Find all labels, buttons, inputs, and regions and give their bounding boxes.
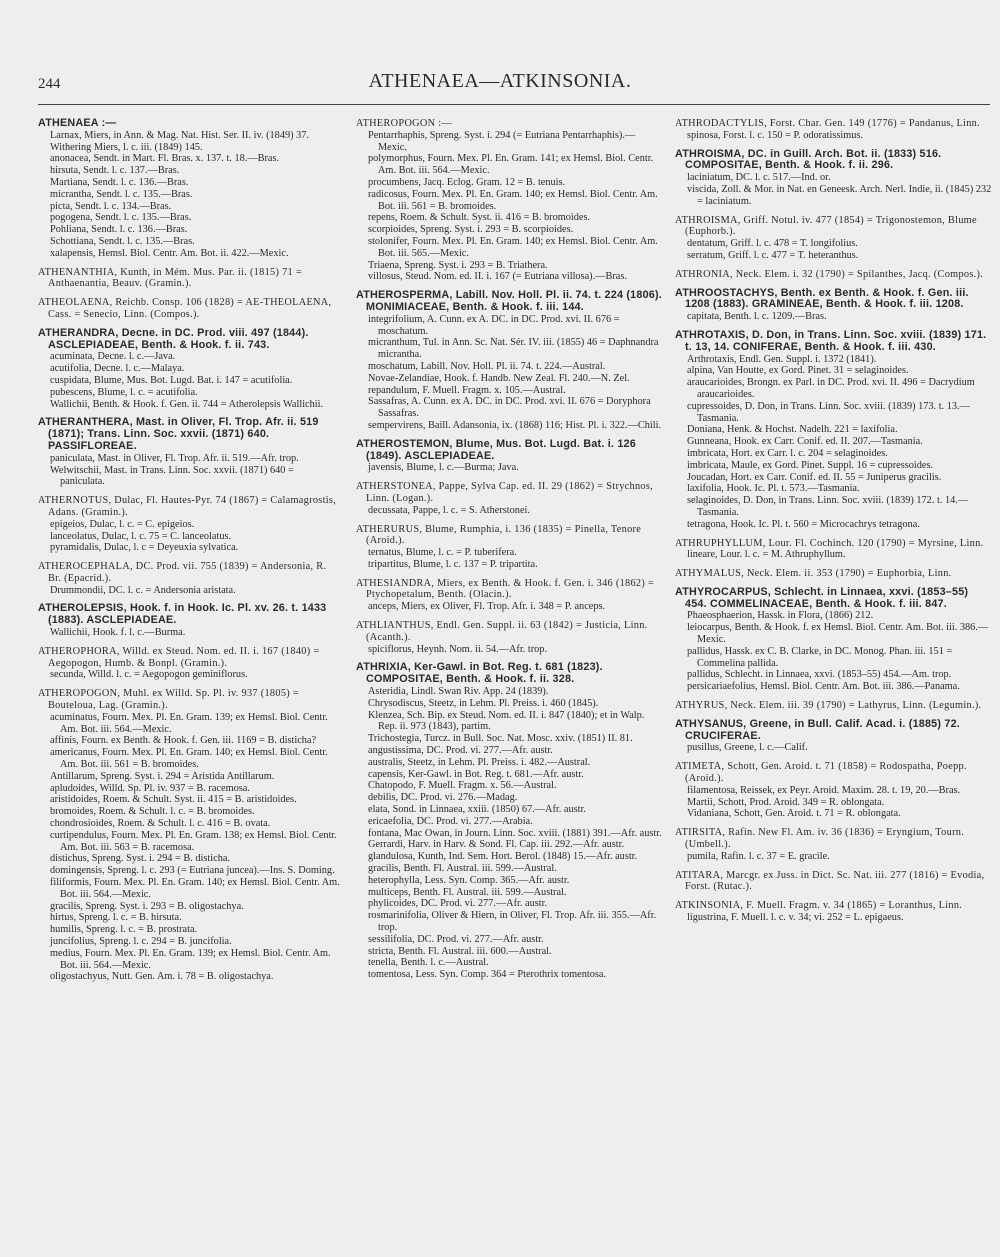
entry-species-line: glandulosa, Kunth, Ind. Sem. Hort. Berol. (1848) 15.—Afr. austr.: [368, 851, 638, 863]
dictionary-entry: [675, 761, 993, 820]
entry-species-line: heterophylla, Less. Syn. Comp. 365.—Afr. austr.: [368, 874, 570, 886]
dictionary-entry: [38, 603, 341, 638]
entry-species-line: repens, Roem. & Schult. Syst. ii. 416 = B. bromoides.: [368, 212, 591, 224]
entry-headword: ATHEROSTEMON, Blume, Mus. Bot. Lugd. Bat. i. 126 (1849). ASCLEPIADEAE.: [356, 437, 636, 462]
entry-species-line: stricta, Benth. Fl. Austral. iii. 600.—Austral.: [368, 945, 552, 957]
dictionary-entry: [38, 561, 341, 596]
dictionary-entry: [675, 118, 993, 142]
entry-species-line: Sassafras, A. Cunn. ex A. DC. in DC. Prod. xvi. II. 676 = Doryphora Sassafras.: [368, 396, 651, 420]
dictionary-entry: [675, 587, 993, 693]
entry-species-line: Withering Miers, l. c. iii. (1849) 145.: [50, 141, 203, 153]
entry-headword: ATHRIXIA, Ker-Gawl. in Bot. Reg. t. 681 (1823). COMPOSITAE, Benth. & Hook. f. ii. 328.: [356, 661, 603, 686]
entry-headword: ATHRONIA, Neck. Elem. i. 32 (1790) = Spilanthes, Jacq. (Compos.).: [675, 268, 984, 280]
entry-species-line: decussata, Pappe, l. c. = S. Atherstonei.: [368, 504, 530, 516]
entry-species-line: lanceolatus, Dulac, l. c. 75 = C. lanceolatus.: [50, 530, 232, 542]
entry-species-line: lineare, Lour. l. c. = M. Athruphyllum.: [687, 549, 846, 561]
entry-species-line: Wallichii, Hook. f. l. c.—Burma.: [50, 627, 186, 639]
entry-species-line: polymorphus, Fourn. Mex. Pl. En. Gram. 141; ex Hemsl. Biol. Centr. Am. Bot. iii. 564.—Mexic.: [368, 153, 654, 177]
entry-headword: ATIMETA, Schott, Gen. Aroid. t. 71 (1858) = Rodospatha, Poepp. (Aroid.).: [675, 761, 967, 785]
entry-species-line: australis, Steetz, in Lehm. Pl. Preiss. i. 482.—Austral.: [368, 756, 591, 768]
entry-species-line: sempervirens, Baill. Adansonia, ix. (1868) 116; Hist. Pl. i. 322.—Chili.: [368, 419, 662, 431]
dictionary-entry: [356, 439, 664, 474]
dictionary-entry: [675, 215, 993, 262]
entry-species-line: sessilifolia, DC. Prod. vi. 277.—Afr. austr.: [368, 933, 544, 945]
entry-species-line: pogogena, Sendt. l. c. 135.—Bras.: [50, 212, 192, 224]
running-head: ATHENAEA—ATKINSONIA.: [368, 70, 632, 92]
entry-species-line: angustissima, DC. Prod. vi. 277.—Afr. austr.: [368, 745, 553, 757]
entry-species-line: gracilis, Benth. Fl. Austral. iii. 599.—Austral.: [368, 863, 557, 875]
entry-headword: ATHROISMA, Griff. Notul. iv. 477 (1854) = Trigonostemon, Blume (Euphorb.).: [675, 214, 977, 238]
entry-species-line: xalapensis, Hemsl. Biol. Centr. Am. Bot. ii. 422.—Mexic.: [50, 247, 289, 259]
entry-species-line: Wallichii, Benth. & Hook. f. Gen. ii. 744 = Atherolepsis Wallichii.: [50, 398, 324, 410]
entry-species-line: ericaefolia, DC. Prod. vi. 277.—Arabia.: [368, 815, 533, 827]
entry-species-line: Pohliana, Sendt. l. c. 136.—Bras.: [50, 224, 188, 236]
entry-species-line: Chrysodiscus, Steetz, in Lehm. Pl. Preiss. i. 460 (1845).: [368, 697, 599, 709]
entry-species-line: aristidoides, Roem. & Schult. Syst. ii. 415 = B. aristidoides.: [50, 794, 297, 806]
entry-species-line: ternatus, Blume, l. c. = P. tuberifera.: [368, 547, 517, 559]
entry-species-line: Novae-Zelandiae, Hook. f. Handb. New Zeal. Fl. 240.—N. Zel.: [368, 372, 630, 384]
entry-species-line: laxifolia, Hook. Ic. Pl. t. 573.—Tasmania.: [687, 483, 860, 495]
entry-species-line: Klenzea, Sch. Bip. ex Steud. Nom. ed. II. i. 847 (1840); et in Walp. Rep. ii. 973 (1843), partim.: [368, 709, 645, 733]
dictionary-entry: [38, 646, 341, 681]
column-3: [675, 118, 993, 931]
entry-species-line: filamentosa, Reissek, ex Peyr. Aroid. Maxim. 28. t. 19, 20.—Bras.: [687, 784, 961, 796]
entry-species-line: cupressoides, D. Don, in Trans. Linn. Soc. xviii. (1839) 173. t. 13.—Tasmania.: [687, 400, 970, 424]
dictionary-entry: [675, 538, 993, 562]
entry-species-line: micrantha, Sendt. l. c. 135.—Bras.: [50, 188, 193, 200]
entry-species-line: Chatopodo, F. Muell. Fragm. x. 56.—Austral.: [368, 780, 557, 792]
entry-species-line: Larnax, Miers, in Ann. & Mag. Nat. Hist. Ser. II. iv. (1849) 37.: [50, 129, 310, 141]
entry-species-line: scorpioides, Spreng. Syst. i. 293 = B. scorpioides.: [368, 224, 574, 236]
entry-headword: ATHERNOTUS, Dulac, Fl. Hautes-Pyr. 74 (1867) = Calamagrostis, Adans. (Gramin.).: [38, 495, 337, 518]
entry-headword: ATHYROCARPUS, Schlecht. in Linnaea, xxvi. (1853–55) 454. COMMELINACEAE, Benth. & Hook. f. iii. 847.: [675, 585, 969, 610]
dictionary-entry: [38, 688, 341, 983]
entry-headword: ATHENANTHIA, Kunth, in Mém. Mus. Par. ii. (1815) 71 = Anthaenantia, Beauv. (Gramin.).: [38, 266, 302, 290]
entry-species-line: hirsuta, Sendt. l. c. 137.—Bras.: [50, 165, 180, 177]
entry-species-line: pallidus, Schlecht. in Linnaea, xxvi. (1853–55) 454.—Am. trop.: [687, 669, 952, 681]
entry-species-line: dentatum, Griff. l. c. 478 = T. longifolius.: [687, 238, 858, 250]
entry-species-line: gracilis, Spreng. Syst. i. 293 = B. oligostachya.: [50, 900, 244, 912]
entry-species-line: fontana, Mac Owan, in Journ. Linn. Soc. xviii. (1881) 391.—Afr. austr.: [368, 827, 662, 839]
entry-headword: ATHROISMA, DC. in Guill. Arch. Bot. ii. (1833) 516. COMPOSITAE, Benth. & Hook. f. ii. 296.: [675, 147, 942, 172]
entry-species-line: chondrosioides, Roem. & Schult. l. c. 416 = B. ovata.: [50, 818, 271, 830]
entry-species-line: phylicoides, DC. Prod. vi. 277.—Afr. austr.: [368, 898, 548, 910]
entry-headword: ATHESIANDRA, Miers, ex Benth. & Hook. f. Gen. i. 346 (1862) = Ptychopetalum, Benth. (Olacin.).: [356, 577, 655, 601]
dictionary-entry: [675, 149, 993, 208]
entry-species-line: acuminata, Decne. l. c.—Java.: [50, 351, 176, 363]
entry-species-line: pyramidalis, Dulac, l. c = Deyeuxia sylvatica.: [50, 542, 239, 554]
entry-species-line: cuspidata, Blume, Mus. Bot. Lugd. Bat. i. 147 = acutifolia.: [50, 374, 293, 386]
entry-headword: ATIRSITA, Rafin. New Fl. Am. iv. 36 (1836) = Eryngium, Tourn. (Umbell.).: [675, 827, 965, 851]
entry-species-line: domingensis, Spreng. l. c. 293 (= Eutriana juncea).—Ins. S. Doming.: [50, 865, 335, 877]
entry-species-line: tenella, Benth. l. c.—Austral.: [368, 957, 489, 969]
entry-species-line: Vidaniana, Schott, Gen. Aroid. t. 71 = R. oblongata.: [687, 808, 901, 820]
entry-species-line: juncifolius, Spreng. l. c. 294 = B. juncifolia.: [50, 936, 232, 947]
dictionary-entry: [356, 620, 664, 655]
entry-species-line: villosus, Steud. Nom. ed. II. i. 167 (= Eutriana villosa).—Bras.: [368, 271, 627, 283]
entry-species-line: anonacea, Sendt. in Mart. Fl. Bras. x. 137. t. 18.—Bras.: [50, 153, 280, 165]
entry-species-line: capitata, Benth. l. c. 1209.—Bras.: [687, 311, 827, 323]
entry-species-line: pusillus, Greene, l. c.—Calif.: [687, 742, 808, 754]
entry-species-line: Phaeosphaerion, Hassk. in Flora, (1866) 212.: [687, 610, 874, 622]
entry-species-line: picta, Sendt. l. c. 134.—Bras.: [50, 200, 172, 212]
entry-species-line: multiceps, Benth. Fl. Austral. iii. 599.—Austral.: [368, 886, 567, 898]
entry-species-line: acuminatus, Fourn. Mex. Pl. En. Gram. 139; ex Hemsl. Biol. Centr. Am. Bot. iii. 564.—Mexic.: [50, 711, 328, 735]
entry-species-line: medius, Fourn. Mex. Pl. En. Gram. 139; ex Hemsl. Biol. Centr. Am. Bot. iii. 564.—Mexic.: [50, 947, 331, 971]
entry-species-line: ligustrina, F. Muell. l. c. v. 34; vi. 252 = L. epigaeus.: [687, 912, 904, 924]
entry-headword: ATHEROPHORA, Willd. ex Steud. Nom. ed. II. i. 167 (1840) = Aegopogon, Humb. & Bonpl. (Gramin.).: [38, 645, 320, 669]
entry-headword: ATHEROPOGON :—: [356, 118, 453, 129]
entry-species-line: acutifolia, Decne. l. c.—Malaya.: [50, 363, 185, 375]
entry-species-line: serratum, Griff. l. c. 477 = T. heteranthus.: [687, 249, 859, 261]
entry-species-line: moschatum, Labill. Nov. Holl. Pl. ii. 74. t. 224.—Austral.: [368, 360, 606, 372]
dictionary-entry: [675, 719, 993, 754]
entry-species-line: spinosa, Forst. l. c. 150 = P. odoratissimus.: [687, 129, 864, 141]
entry-headword: ATHRUPHYLLUM, Lour. Fl. Cochinch. 120 (1790) = Myrsine, Linn.: [675, 537, 984, 549]
entry-species-line: Asteridia, Lindl. Swan Riv. App. 24 (1839).: [368, 686, 549, 698]
dictionary-entry: [356, 118, 664, 283]
entry-species-line: paniculata, Mast. in Oliver, Fl. Trop. Afr. ii. 519.—Afr. trop.: [50, 452, 299, 464]
column-2: [356, 118, 664, 988]
dictionary-entry: [38, 297, 341, 321]
entry-species-line: tripartitus, Blume, l. c. 137 = P. tripartita.: [368, 558, 538, 570]
entry-species-line: Gerrardi, Harv. in Harv. & Sond. Fl. Cap. iii. 292.—Afr. austr.: [368, 839, 625, 851]
entry-species-line: Martiana, Sendt. l. c. 136.—Bras.: [50, 176, 189, 188]
entry-species-line: Arthrotaxis, Endl. Gen. Suppl. i. 1372 (1841).: [687, 353, 877, 365]
entry-headword: ATHEOLAENA, Reichb. Consp. 106 (1828) = AE-THEOLAENA, Cass. = Senecio, Linn. (Compos.).: [38, 297, 332, 320]
entry-headword: ATHROTAXIS, D. Don, in Trans. Linn. Soc. xviii. (1839) 171. t. 13, 14. CONIFERAE, Benth. & Hook. f. iii. 430.: [675, 328, 987, 353]
entry-species-line: imbricata, Maule, ex Gord. Pinet. Suppl. 16 = cupressoides.: [687, 459, 934, 471]
entry-headword: ATHEROCEPHALA, DC. Prod. vii. 755 (1839) = Andersonia, R. Br. (Epacrid.).: [38, 561, 327, 584]
dictionary-entry: [675, 288, 993, 323]
entry-species-line: Pentarrhaphis, Spreng. Syst. i. 294 (= Eutriana Pentarrhaphis).—Mexic.: [368, 129, 636, 153]
entry-species-line: spiciflorus, Heynh. Nom. ii. 54.—Afr. trop.: [368, 643, 548, 655]
entry-species-line: araucarioides, Brongn. ex Parl. in DC. Prod. xvi. II. 496 = Dacrydium araucarioides.: [687, 377, 975, 400]
entry-species-line: affinis, Fourn. ex Benth. & Hook. f. Gen. iii. 1169 = B. disticha?: [50, 735, 317, 747]
entry-species-line: Doniana, Henk. & Hochst. Nadelh. 221 = laxifolia.: [687, 424, 898, 436]
entry-species-line: secunda, Willd. l. c. = Aegopogon geminiflorus.: [50, 669, 248, 681]
entry-species-line: elata, Sond. in Linnaea, xxiii. (1850) 67.—Afr. austr.: [368, 804, 586, 816]
dictionary-entry: [675, 900, 993, 924]
entry-headword: ATHENAEA :—: [38, 117, 117, 129]
dictionary-entry: [356, 290, 664, 432]
entry-species-line: capensis, Ker-Gawl. in Bot. Reg. t. 681.—Afr. austr.: [368, 768, 584, 780]
entry-species-line: Antillarum, Spreng. Syst. i. 294 = Aristida Antillarum.: [50, 770, 275, 782]
entry-species-line: apludoides, Willd. Sp. Pl. iv. 937 = B. racemosa.: [50, 782, 250, 794]
entry-species-line: Trichostegia, Turcz. in Bull. Soc. Nat. Mosc. xxiv. (1851) II. 81.: [368, 733, 633, 745]
entry-species-line: Joucadan, Hort. ex Carr. Conif. ed. II. 55 = Juniperus gracilis.: [687, 471, 942, 483]
entry-species-line: bromoides, Roem. & Schult. l. c. = B. bromoides.: [50, 806, 255, 818]
entry-headword: ATHEROSPERMA, Labill. Nov. Holl. Pl. ii. 74. t. 224 (1806). MONIMIACEAE, Benth. & Hook. f. iii. 144.: [356, 289, 662, 313]
entry-species-line: radicosus, Fourn. Mex. Pl. En. Gram. 140; ex Hemsl. Biol. Centr. Am. Bot. iii. 561 = B. bromoides.: [368, 188, 658, 212]
entry-species-line: laciniatum, DC. l. c. 517.—Ind. or.: [687, 172, 831, 184]
entry-headword: ATKINSONIA, F. Muell. Fragm. v. 34 (1865) = Loranthus, Linn.: [675, 900, 963, 912]
entry-headword: ATHERANTHERA, Mast. in Oliver, Fl. Trop. Afr. ii. 519 (1871); Trans. Linn. Soc. xxvii. (1871) 640. PASSIFLOREAE.: [38, 416, 319, 452]
dictionary-entry: [356, 662, 664, 981]
entry-species-line: americanus, Fourn. Mex. Pl. En. Gram. 140; ex Hemsl. Biol. Centr. Am. Bot. iii. 561 = B. bromoides.: [50, 747, 328, 771]
entry-species-line: leiocarpus, Benth. & Hook. f. ex Hemsl. Biol. Centr. Am. Bot. iii. 386.—Mexic.: [687, 622, 989, 646]
dictionary-entry: [38, 417, 341, 488]
entry-headword: ATHYMALUS, Neck. Elem. ii. 353 (1790) = Euphorbia, Linn.: [675, 568, 952, 580]
dictionary-entry: [675, 870, 993, 894]
entry-headword: ATHERSTONEA, Pappe, Sylva Cap. ed. II. 29 (1862) = Strychnos, Linn. (Logan.).: [356, 481, 654, 504]
entry-species-line: javensis, Blume, l. c.—Burma; Java.: [368, 462, 519, 474]
dictionary-entry: [675, 827, 993, 862]
entry-headword: ATHLIANTHUS, Endl. Gen. Suppl. ii. 63 (1842) = Justicia, Linn. (Acanth.).: [356, 620, 648, 643]
entry-species-line: viscida, Zoll. & Mor. in Nat. en Geneesk. Arch. Nerl. Indie, ii. (1845) 232 = laciniatum.: [687, 183, 992, 207]
entry-headword: ATHROOSTACHYS, Benth. ex Benth. & Hook. f. Gen. iii. 1208 (1883). GRAMINEAE, Benth. & Hook. f. iii. 1208.: [675, 286, 969, 311]
entry-species-line: integrifolium, A. Cunn. ex A. DC. in DC. Prod. xvi. II. 676 = moschatum.: [368, 313, 620, 337]
entry-species-line: tomentosa, Less. Syn. Comp. 364 = Pterothrix tomentosa.: [368, 969, 607, 981]
dictionary-entry: [38, 267, 341, 291]
entry-headword: ATHEROLEPSIS, Hook. f. in Hook. Ic. Pl. xv. 26. t. 1433 (1883). ASCLEPIADEAE.: [38, 602, 327, 627]
entry-species-line: repandulum, F. Muell. Fragm. x. 105.—Austral.: [368, 384, 566, 396]
entry-headword: ATHRODACTYLIS, Forst. Char. Gen. 149 (1776) = Pandanus, Linn.: [675, 118, 980, 129]
entry-species-line: humilis, Spreng. l. c. = B. prostrata.: [50, 924, 198, 936]
entry-species-line: distichus, Spreng. Syst. i. 294 = B. disticha.: [50, 853, 230, 865]
dictionary-entry: [356, 578, 664, 613]
dictionary-entry: [38, 495, 341, 554]
entry-species-line: rosmarinifolia, Oliver & Hiern, in Oliver, Fl. Trop. Afr. iii. 355.—Afr. trop.: [368, 910, 657, 933]
entry-species-line: hirtus, Spreng. l. c. = B. hirsuta.: [50, 912, 182, 924]
entry-headword: ATHYRUS, Neck. Elem. iii. 39 (1790) = Lathyrus, Linn. (Legumin.).: [675, 700, 982, 712]
entry-species-line: Gunneana, Hook. ex Carr. Conif. ed. II. 207.—Tasmania.: [687, 436, 923, 448]
entry-species-line: tetragona, Hook. Ic. Pl. t. 560 = Microcachrys tetragona.: [687, 518, 920, 530]
entry-species-line: imbricata, Hort. ex Carr. l. c. 204 = selaginoides.: [687, 447, 888, 459]
entry-species-line: Triaena, Spreng. Syst. i. 293 = B. Triathera.: [368, 259, 548, 271]
entry-headword: ATHERANDRA, Decne. in DC. Prod. viii. 497 (1844). ASCLEPIADEAE, Benth. & Hook. f. ii. 743.: [38, 326, 309, 351]
entry-species-line: debilis, DC. Prod. vi. 276.—Madag.: [368, 792, 518, 804]
dictionary-entry: [675, 568, 993, 580]
entry-species-line: stolonifer, Fourn. Mex. Pl. En. Gram. 140; ex Hemsl. Biol. Centr. Am. Bot. iii. 565.—Mexic.: [368, 235, 658, 259]
dictionary-entry: [356, 481, 664, 516]
header-rule: [38, 104, 990, 105]
entry-species-line: alpina, Van Houtte, ex Gord. Pinet. 31 = selaginoides.: [687, 365, 909, 377]
column-1: [38, 118, 341, 990]
entry-species-line: selaginoides, D. Don, in Trans. Linn. Soc. xviii. (1839) 172. t. 14.—Tasmania.: [687, 495, 969, 518]
entry-headword: ATHEROPOGON, Muhl. ex Willd. Sp. Pl. iv. 937 (1805) = Bouteloua, Lag. (Gramin.).: [38, 688, 299, 712]
entry-headword: ATHERURUS, Blume, Rumphia, i. 136 (1835) = Pinella, Tenore (Aroid.).: [356, 523, 642, 547]
entry-headword: ATITARA, Marcgr. ex Juss. in Dict. Sc. Nat. iii. 277 (1816) = Evodia, Forst. (Rutac.).: [675, 869, 985, 893]
entry-species-line: anceps, Miers, ex Oliver, Fl. Trop. Afr. i. 348 = P. anceps.: [368, 601, 606, 613]
entry-species-line: pumila, Rafin. l. c. 37 = E. gracile.: [687, 850, 830, 862]
entry-species-line: filiformis, Fourn. Mex. Pl. En. Gram. 140; ex Hemsl. Biol. Centr. Am. Bot. iii. 564.—Mexic.: [50, 877, 340, 900]
page-number: 244: [38, 76, 61, 92]
entry-species-line: Schottiana, Sendt. l. c. 135.—Bras.: [50, 235, 195, 247]
dictionary-entry: [675, 330, 993, 531]
entry-species-line: Drummondii, DC. l. c. = Andersonia aristata.: [50, 584, 236, 596]
dictionary-entry: [38, 118, 341, 260]
entry-species-line: Welwitschii, Mast. in Trans. Linn. Soc. xxvii. (1871) 640 = paniculata.: [50, 464, 294, 488]
entry-species-line: epigeios, Dulac, l. c. = C. epigeios.: [50, 518, 195, 530]
entry-species-line: persicariaefolius, Hemsl. Biol. Centr. Am. Bot. iii. 386.—Panama.: [687, 681, 960, 693]
entry-species-line: curtipendulus, Fourn. Mex. Pl. En. Gram. 138; ex Hemsl. Biol. Centr. Am. Bot. iii. 563 = B. racemosa.: [50, 829, 337, 853]
entry-species-line: pallidus, Hassk. ex C. B. Clarke, in DC. Monog. Phan. iii. 151 = Commelina pallida.: [687, 645, 953, 669]
dictionary-entry: [356, 524, 664, 571]
entry-species-line: micranthum, Tul. in Ann. Sc. Nat. Sér. IV. iii. (1855) 46 = Daphnandra micrantha.: [368, 337, 659, 361]
dictionary-entry: [675, 269, 993, 281]
entry-species-line: procumbens, Jacq. Eclog. Gram. 12 = B. tenuis.: [368, 176, 566, 188]
entry-species-line: oligostachyus, Nutt. Gen. Am. i. 78 = B. oligostachya.: [50, 971, 274, 983]
entry-species-line: Martii, Schott, Prod. Aroid. 349 = R. oblongata.: [687, 796, 885, 808]
dictionary-entry: [675, 700, 993, 712]
entry-headword: ATHYSANUS, Greene, in Bull. Calif. Acad. i. (1885) 72. CRUCIFERAE.: [675, 717, 960, 742]
dictionary-entry: [38, 328, 341, 411]
entry-species-line: pubescens, Blume, l. c. = acutifolia.: [50, 386, 198, 398]
